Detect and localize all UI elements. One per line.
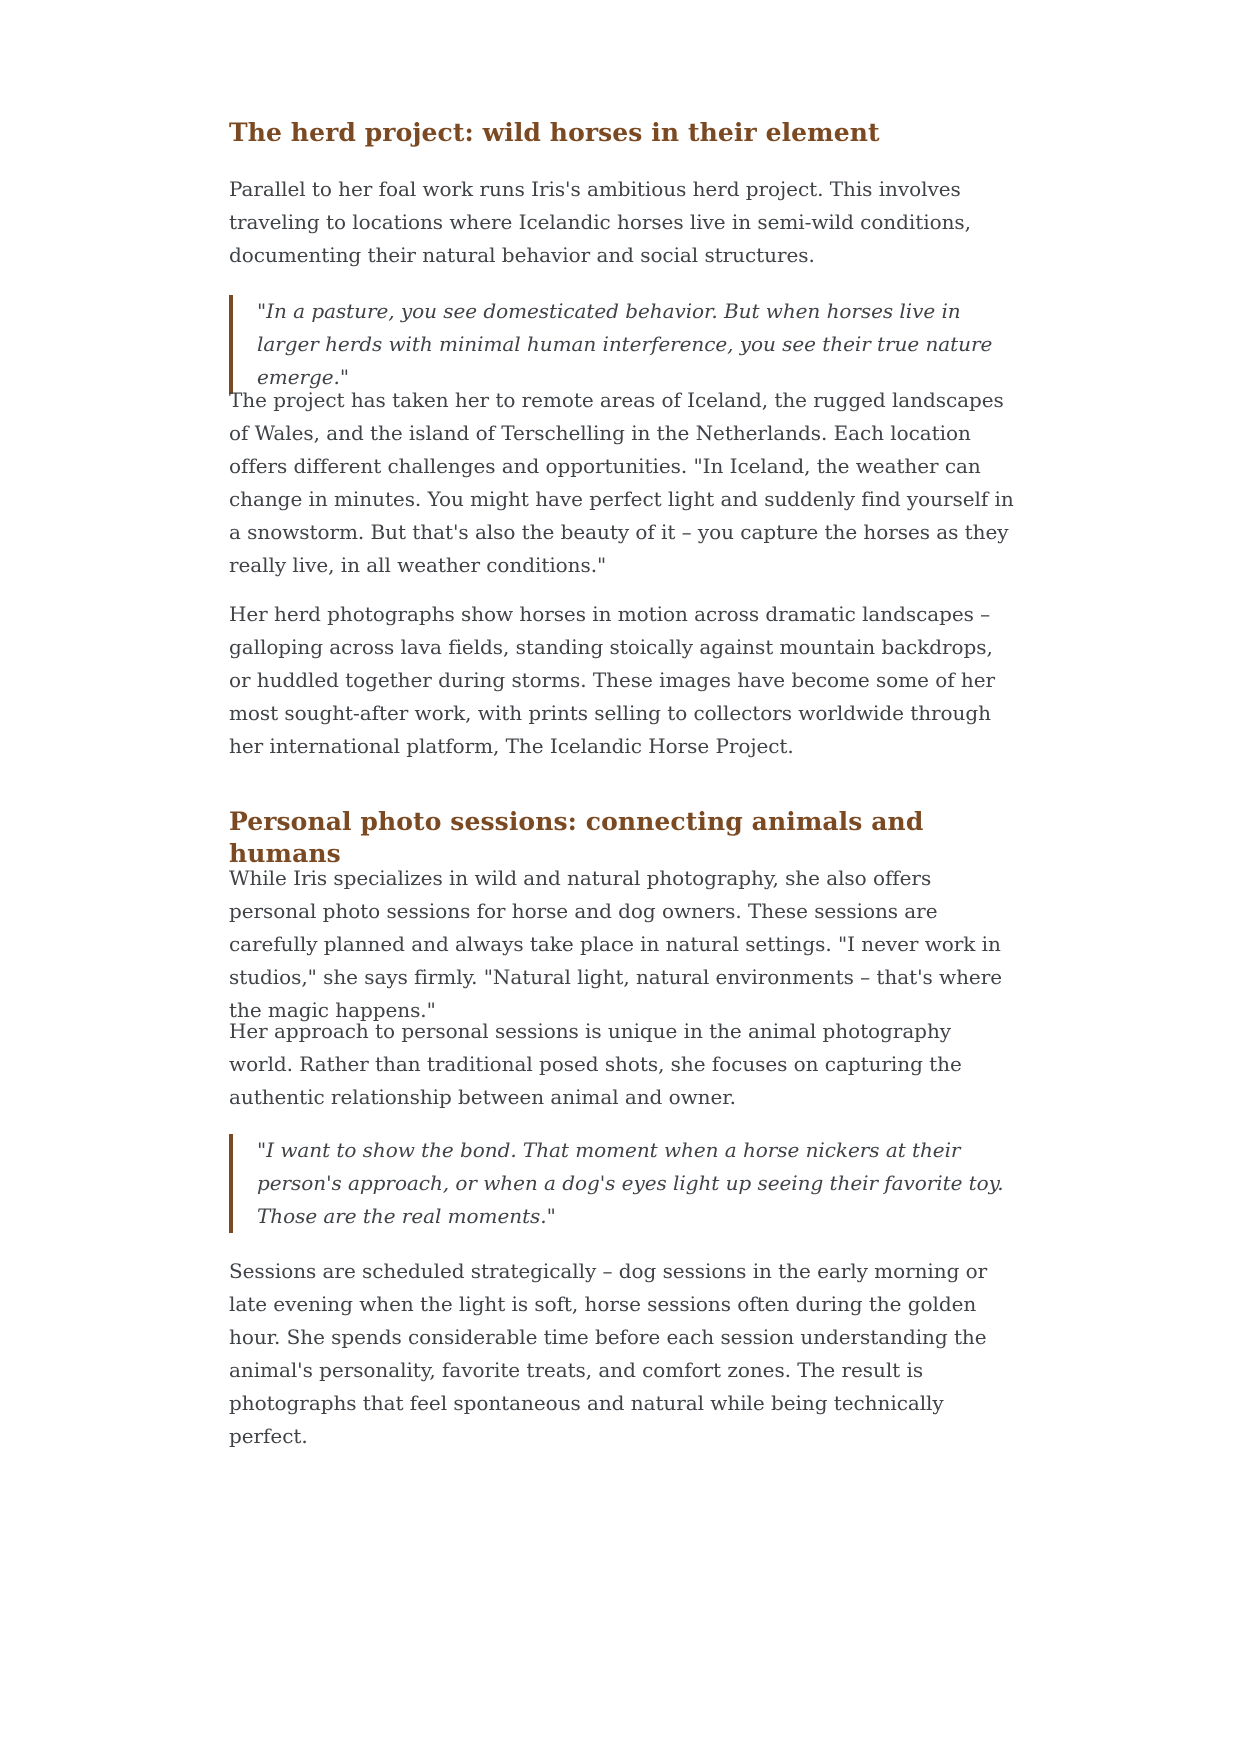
pull-quote — [229, 295, 1019, 394]
paragraph: The project has taken her to remote areas of Iceland, the rugged landscapes of Wales, and the island of Terschelling in the Netherlands. Each location offers different challenges and opportunities. "In Iceland, the weather can change in minutes. You might have perfect light and suddenly find yourself in a snowstorm. But that's also the beauty of it – you capture the horses as they really live, in all weather conditions." — [229, 388, 1014, 577]
quote-text: In a pasture, you see domesticated behavior. But when horses live in larger herds with minimal human interference, you see their true nature emerge. — [257, 299, 993, 389]
paragraph: Parallel to her foal work runs Iris's ambitious herd project. This involves traveling to locations where Icelandic horses live in semi-wild conditions, documenting their natural behavior and social structures. — [229, 177, 971, 267]
paragraph: While Iris specializes in wild and natural photography, she also offers personal photo sessions for horse and dog owners. These sessions are carefully planned and always take place in natural settings. "I never work in studios," she says firmly. "Natural light, natural environments – that's where the magic happens." — [229, 866, 1003, 1022]
pull-quote — [229, 1134, 1019, 1233]
section-heading-herd-project: The herd project: wild horses in their element — [229, 118, 880, 147]
quote-text: I want to show the bond. That moment when a horse nickers at their person's approach, or when a dog's eyes light up seeing their favorite toy. Those are the real moments. — [257, 1138, 1004, 1228]
paragraph: Sessions are scheduled strategically – dog sessions in the early morning or late evening when the light is soft, horse sessions often during the golden hour. She spends considerable time before each session understanding the animal's personality, favorite treats, and comfort zones. The result is photographs that feel spontaneous and natural while being technically perfect. — [229, 1259, 988, 1448]
paragraph: Her herd photographs show horses in motion across dramatic landscapes – galloping across lava fields, standing stoically against mountain backdrops, or huddled together during storms. These images have become some of her most sought-after work, with prints selling to collectors worldwide through her international platform, The Icelandic Horse Project. — [229, 602, 996, 758]
quote-open-mark: " — [257, 1138, 267, 1162]
paragraph: Her approach to personal sessions is unique in the animal photography world. Rather than traditional posed shots, she focuses on capturing the authentic relationship between animal and owner. — [229, 1019, 962, 1109]
quote-open-mark: " — [257, 299, 267, 323]
quote-close-mark: " — [339, 365, 349, 389]
section-heading-personal-sessions: Personal photo sessions: connecting animals and humans — [229, 807, 924, 868]
quote-close-mark: " — [546, 1204, 556, 1228]
